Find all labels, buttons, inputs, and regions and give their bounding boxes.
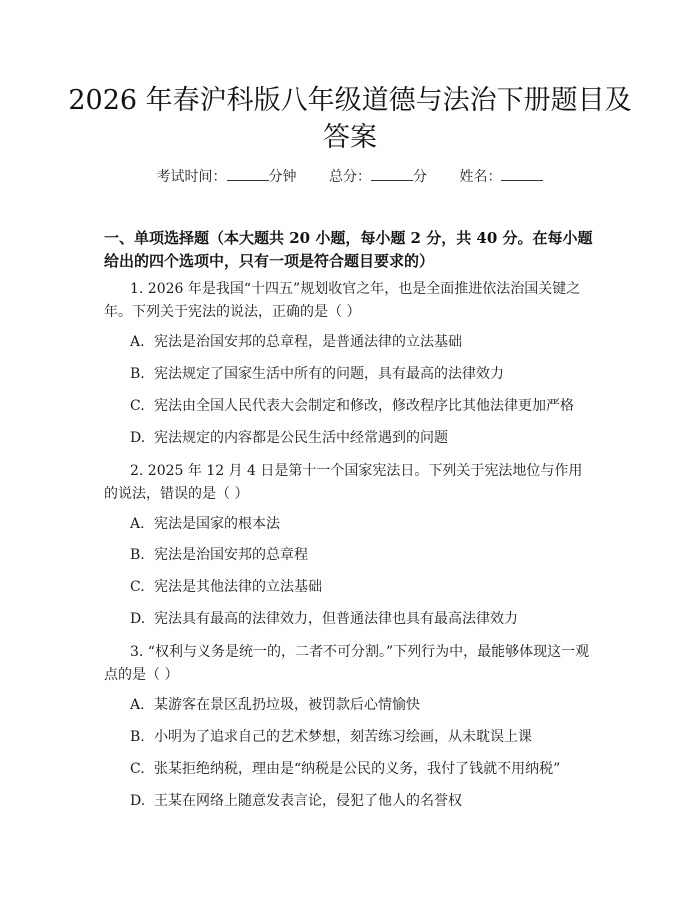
- option-item: [130, 514, 596, 534]
- option-item: [130, 577, 596, 597]
- option-text: 宪法规定的内容都是公民生活中经常遇到的问题: [154, 430, 448, 446]
- option-text: 宪法是治国安邦的总章程，是普通法律的立法基础: [154, 334, 462, 350]
- option-letter: D.: [130, 611, 146, 627]
- time-blank[interactable]: [227, 168, 269, 181]
- option-item: [130, 428, 596, 448]
- time-label: 考试时间：: [156, 169, 227, 185]
- option-item: [130, 791, 596, 811]
- option-text: 王某在网络上随意发表言论，侵犯了他人的名誉权: [154, 793, 462, 809]
- option-letter: B.: [130, 729, 145, 745]
- option-text: 小明为了追求自己的艺术梦想，刻苦练习绘画，从未耽误上课: [154, 729, 532, 745]
- option-letter: D.: [130, 793, 146, 809]
- option-text: 宪法是国家的根本法: [154, 516, 280, 532]
- option-letter: B.: [130, 547, 145, 563]
- option-text: 宪法由全国人民代表大会制定和修改，修改程序比其他法律更加严格: [154, 398, 574, 414]
- option-text: 张某拒绝纳税，理由是“纳税是公民的义务，我付了钱就不用纳税”: [154, 761, 561, 777]
- option-item: [130, 727, 596, 747]
- option-item: [130, 609, 596, 629]
- option-item: [130, 695, 596, 715]
- question-stem: 3. “权利与义务是统一的，二者不可分割。”下列行为中，最能够体现这一观点的是（ ）: [104, 644, 590, 683]
- option-letter: C.: [130, 761, 145, 777]
- time-field: [157, 169, 301, 185]
- option-text: 某游客在景区乱扔垃圾，被罚款后心情愉快: [154, 697, 420, 713]
- option-item: [130, 759, 596, 779]
- exam-info-line: [0, 167, 700, 187]
- name-blank[interactable]: [501, 168, 543, 181]
- option-item: [130, 364, 596, 384]
- option-text: 宪法是治国安邦的总章程: [154, 547, 308, 563]
- section-heading: 一、单项选择题（本大题共 20 小题，每小题 2 分，共 40 分。在每小题给出的四个选项中，只有一项是符合题目要求的）: [104, 229, 593, 270]
- option-text: 宪法具有最高的法律效力，但普通法律也具有最高法律效力: [154, 611, 518, 627]
- option-text: 宪法规定了国家生活中所有的问题，具有最高的法律效力: [154, 366, 504, 382]
- option-letter: D.: [130, 430, 146, 446]
- option-letter: A.: [130, 697, 145, 713]
- option-letter: A.: [130, 516, 145, 532]
- name-field: [459, 169, 543, 185]
- name-label: 姓名：: [459, 169, 502, 185]
- score-blank[interactable]: [371, 168, 413, 181]
- score-label: 总分：: [329, 169, 371, 185]
- option-item: [130, 545, 596, 565]
- option-letter: C.: [130, 398, 145, 414]
- option-item: [130, 396, 596, 416]
- option-text: 宪法是其他法律的立法基础: [154, 579, 322, 595]
- score-field: [329, 169, 431, 185]
- question-stem: 1. 2026 年是我国“十四五”规划收官之年，也是全面推进依法治国关键之年。下列关于宪法的说法，正确的是（ ）: [104, 281, 581, 320]
- score-unit: 分: [413, 169, 427, 185]
- time-unit: 分钟: [268, 169, 297, 185]
- option-item: [130, 332, 596, 352]
- option-letter: B.: [130, 366, 145, 382]
- option-letter: C.: [130, 579, 145, 595]
- option-letter: A.: [130, 334, 145, 350]
- question-stem: 2. 2025 年 12 月 4 日是第十一个国家宪法日。下列关于宪法地位与作用的说法，错误的是（ ）: [104, 463, 583, 502]
- page-title: 2026 年春沪科版八年级道德与法治下册题目及答案: [68, 85, 632, 153]
